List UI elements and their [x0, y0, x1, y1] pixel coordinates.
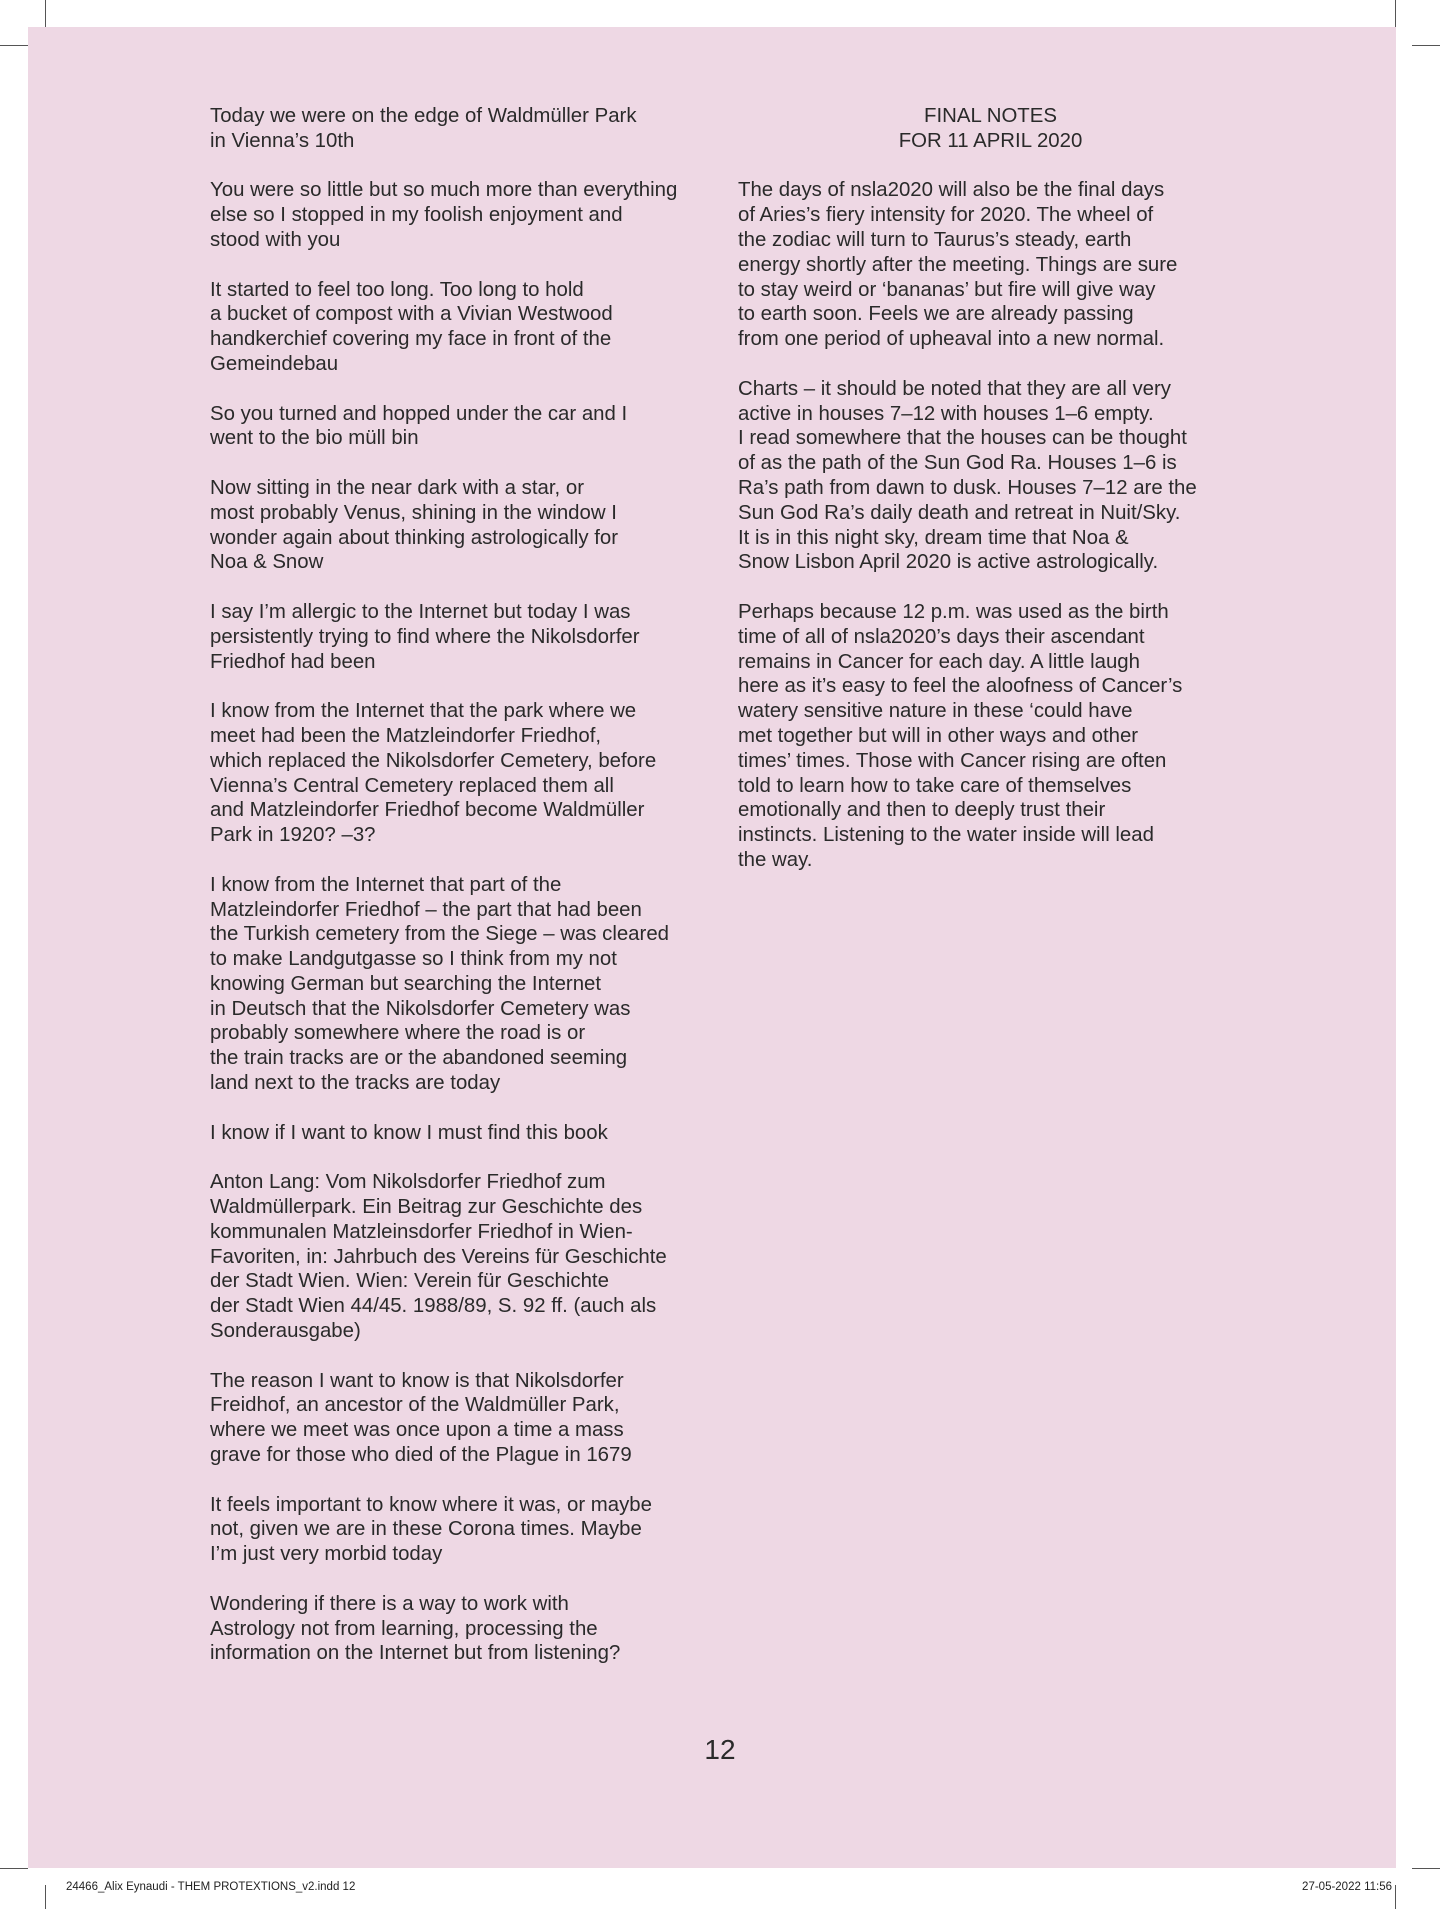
paragraph: Today we were on the edge of Waldmüller Park in Vienna’s 10th — [210, 105, 637, 152]
crop-mark-bottom-right-horizontal — [1412, 1868, 1440, 1869]
paragraph: Perhaps because 12 p.m. was used as the birth time of all of nsla2020’s days their ascendant remains in Cancer for each day. A little laugh here as it’s easy to feel the aloofness of Cancer’s watery sensitive nature in these ‘could have met together but will in other ways and other times’ times. Those with Cancer rising are often told to learn how to take care of themselves emotionally and then to deeply trust their instincts. Listening to the water inside will lead the way. — [738, 600, 1183, 871]
page-number: 12 — [704, 1734, 736, 1765]
paragraph: You were so little but so much more than everything else so I stopped in my foolish enjoyment and stood with you — [210, 179, 678, 251]
paragraph: I know from the Internet that the park where we meet had been the Matzleindorfer Friedhof, which replaced the Nikolsdorfer Cemetery, before Vienna’s Central Cemetery replaced them all and Matzleindorfer Friedhof become Waldmüller Park in 1920? –3? — [210, 700, 657, 847]
paragraph: It feels important to know where it was, or maybe not, given we are in these Corona times. Maybe I’m just very morbid today — [210, 1493, 652, 1566]
crop-mark-bottom-left-vertical — [45, 1885, 46, 1909]
crop-mark-top-left-vertical — [45, 0, 46, 27]
paragraph: It started to feel too long. Too long to hold a bucket of compost with a Vivian Westwood handkerchief covering my face in front of the Gemeindebau — [210, 278, 613, 375]
paragraph: So you turned and hopped under the car and I went to the bio müll bin — [210, 402, 628, 450]
slug-timestamp: 27-05-2022 11:56 — [1302, 1881, 1392, 1893]
crop-mark-bottom-left-horizontal — [0, 1868, 28, 1869]
paragraph: I say I’m allergic to the Internet but today I was persistently trying to find where the Nikolsdorfer Friedhof had been — [210, 600, 640, 673]
paragraph: I know from the Internet that part of the Matzleindorfer Friedhof – the part that had been the Turkish cemetery from the Siege – was cleared to make Landgutgasse so I think from my not knowing German but searching the Internet in Deutsch that the Nikolsdorfer Cemetery was probably somewhere where the road is or the train tracks are or the abandoned seeming land next to the tracks are today — [210, 873, 669, 1095]
crop-mark-bottom-right-vertical — [1395, 1885, 1396, 1909]
crop-mark-top-right-vertical — [1395, 0, 1396, 27]
slug-file-info: 24466_Alix Eynaudi - THEM PROTEXTIONS_v2.indd 12 — [66, 1881, 356, 1893]
paragraph: Now sitting in the near dark with a star, or most probably Venus, shining in the window I wonder again about thinking astrologically for Noa & Snow — [210, 476, 619, 574]
right-column — [738, 104, 1243, 898]
paragraph: The days of nsla2020 will also be the final days of Aries’s fiery intensity for 2020. The wheel of the zodiac will turn to Taurus’s steady, earth energy shortly after the meeting. Things are sure to stay weird or ‘bananas’ but fire will give way to earth soon. Feels we are already passing from one period of upheaval into a new normal. — [738, 179, 1178, 351]
section-heading: FINAL NOTES FOR 11 APRIL 2020 — [898, 105, 1083, 152]
paragraph: I know if I want to know I must find this book — [210, 1121, 608, 1144]
paragraph: Wondering if there is a way to work with Astrology not from learning, processing the information on the Internet but from listening? — [210, 1592, 621, 1665]
paragraph: The reason I want to know is that Nikolsdorfer Freidhof, an ancestor of the Waldmüller Park, where we meet was once upon a time a mass grave for those who died of the Plague in 1679 — [210, 1369, 632, 1467]
crop-mark-top-left-horizontal — [0, 45, 28, 46]
left-column — [210, 104, 715, 1691]
paragraph: Charts – it should be noted that they are all very active in houses 7–12 with houses 1–6 empty. I read somewhere that the houses can be thought of as the path of the Sun God Ra. Houses 1–6 is Ra’s path from dawn to dusk. Houses 7–12 are the Sun God Ra’s daily death and retreat in Nuit/Sky. It is in this night sky, dream time that Noa & Snow Lisbon April 2020 is active astrologically. — [738, 377, 1197, 574]
crop-mark-top-right-horizontal — [1412, 45, 1440, 46]
citation-paragraph: Anton Lang: Vom Nikolsdorfer Friedhof zum Waldmüllerpark. Ein Beitrag zur Geschichte des kommunalen Matzleinsdorfer Friedhof in Wien- Favoriten, in: Jahrbuch des Vereins für Geschichte der Stadt Wien. Wien: Verein für Geschichte der Stadt Wien 44/45. 1988/89, S. 92 ff. (auch als Sonderausgabe) — [210, 1171, 667, 1343]
